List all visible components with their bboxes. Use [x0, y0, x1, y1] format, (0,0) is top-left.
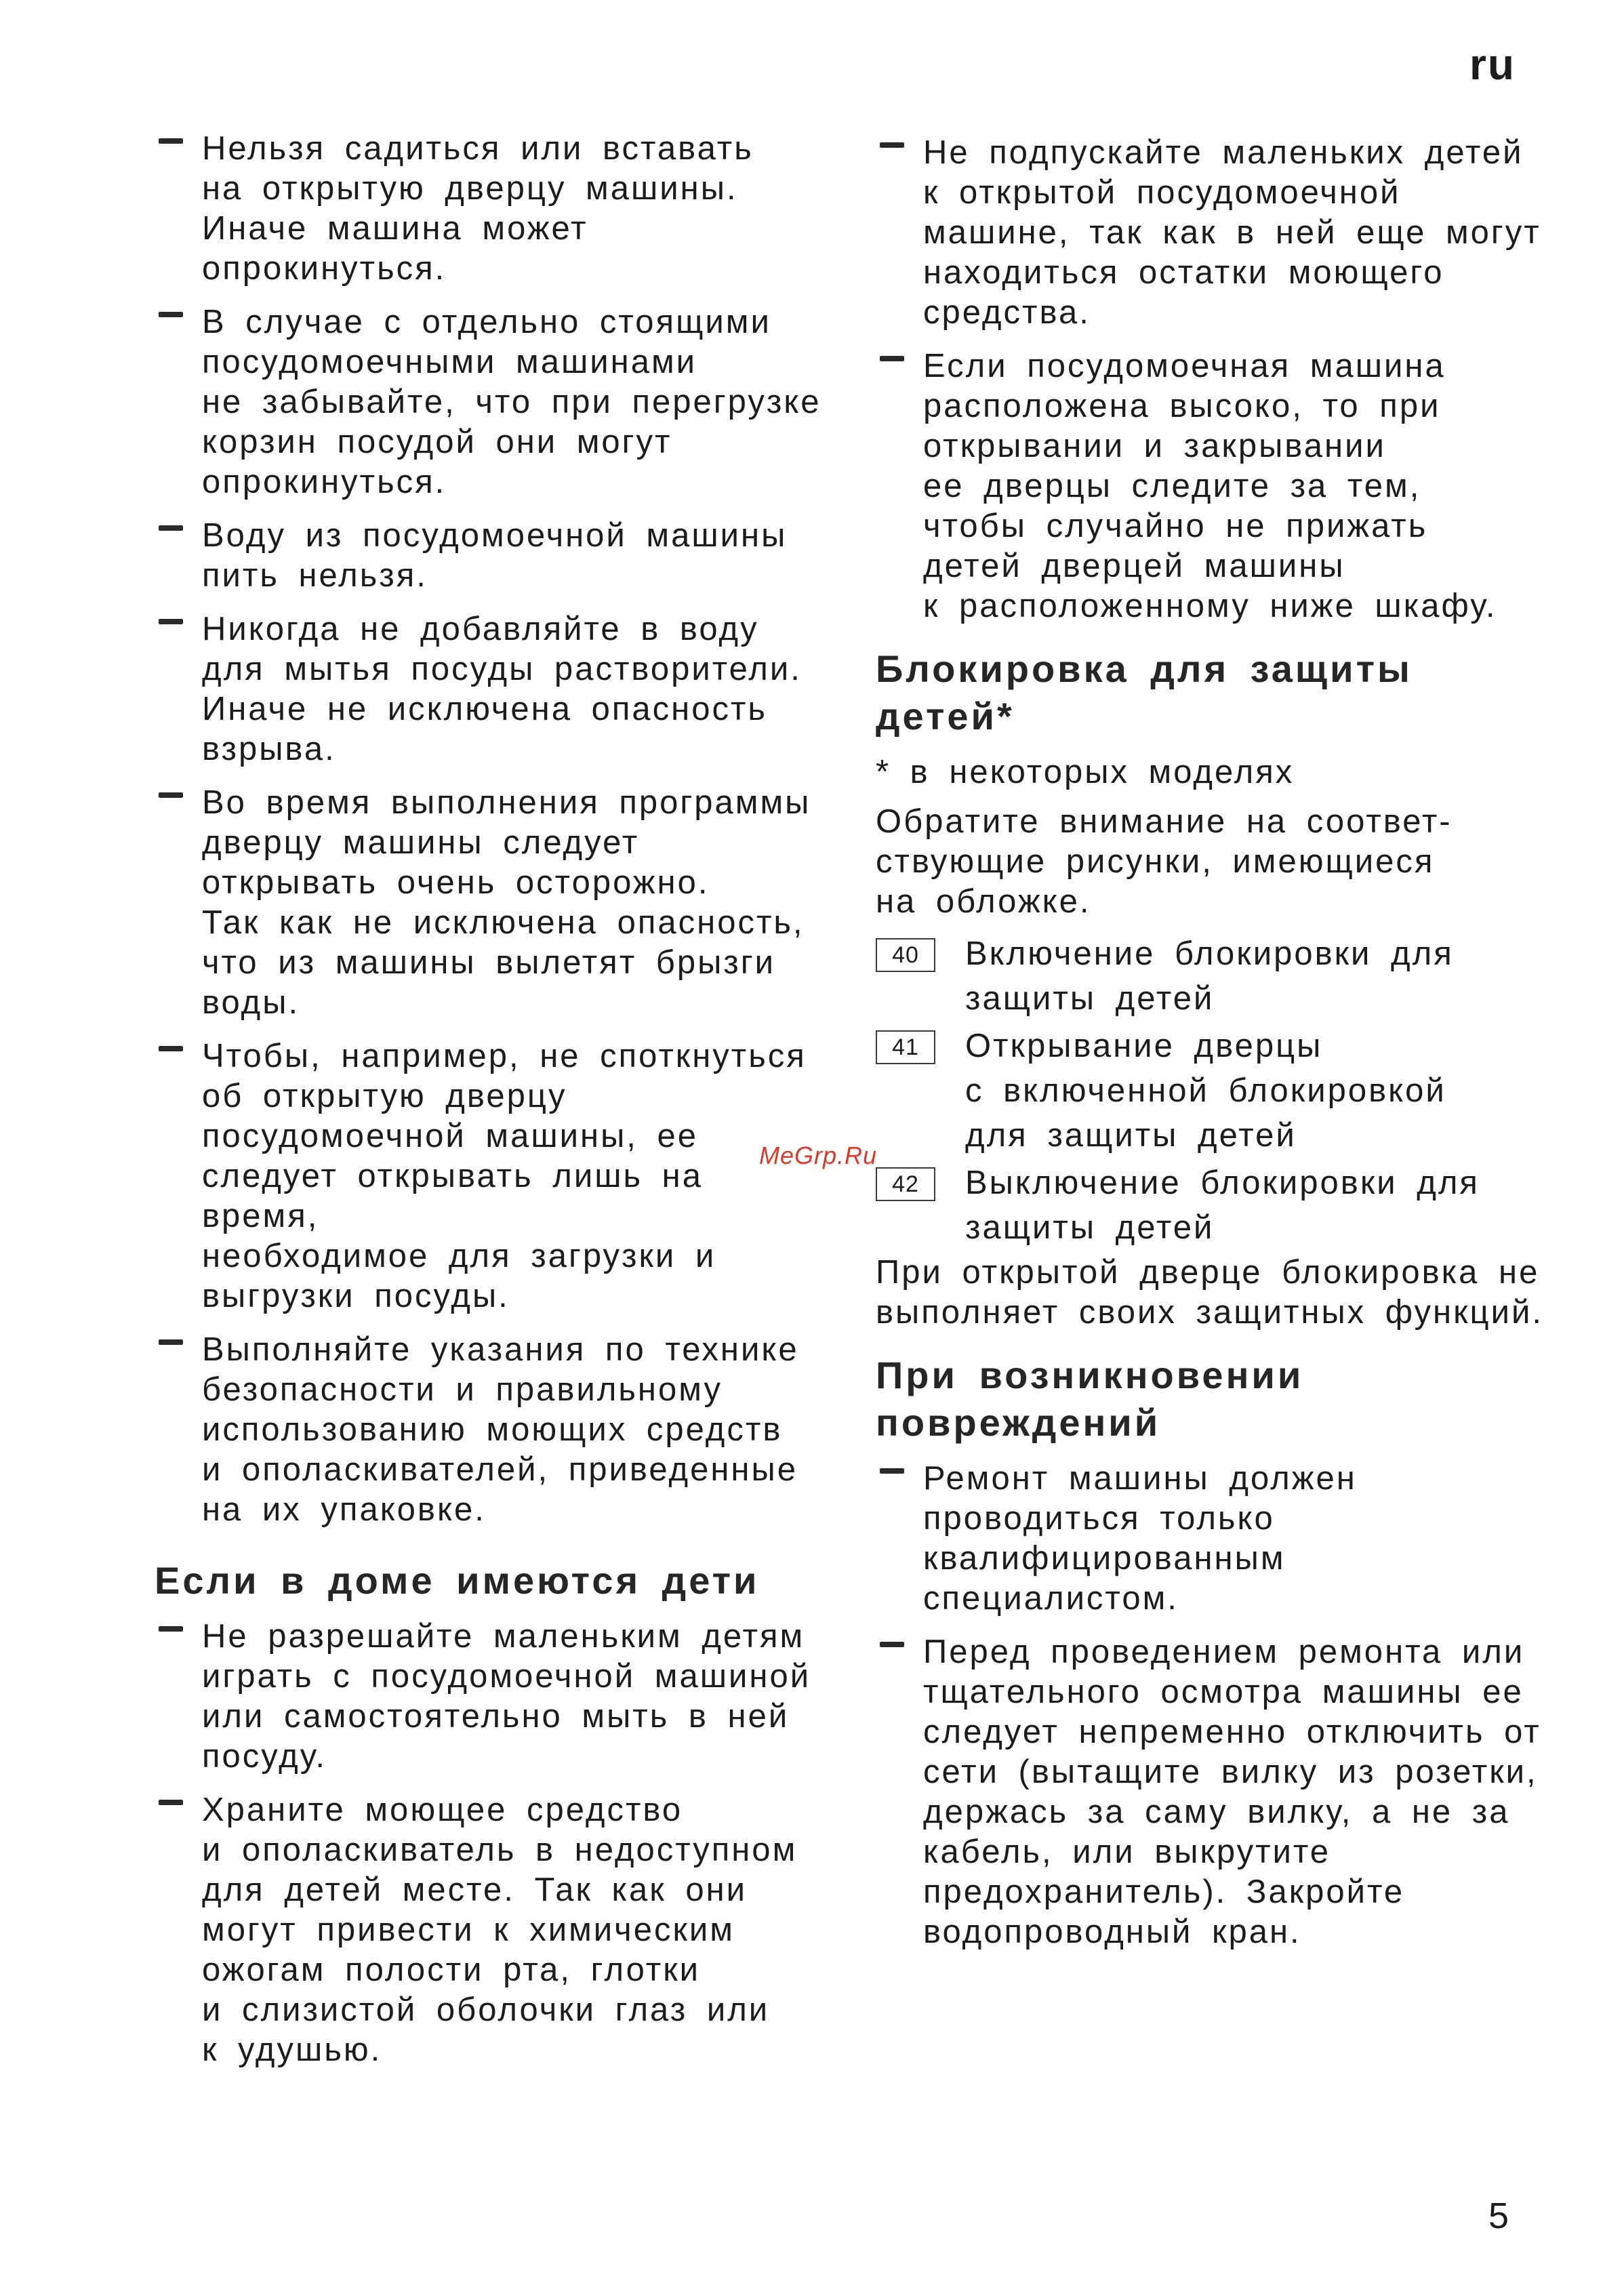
- figure-ref-text: Выключение блокировки для защиты детей: [965, 1165, 1480, 1246]
- list-item: [876, 1632, 1554, 1952]
- page-number: 5: [1488, 2196, 1509, 2236]
- section-heading-child-lock: Блокировка для защиты детей*: [876, 647, 1413, 738]
- list-item: [155, 1790, 832, 2070]
- dash-bullet-icon: [159, 1339, 183, 1345]
- figure-number-box: 40: [876, 938, 935, 972]
- dash-bullet-icon: [880, 1468, 904, 1474]
- list-item: [155, 129, 832, 289]
- list-item-text: Во время выполнения программы дверцу машины следует открывать очень осторожно. Так как не исключена опасность, что из машины вылетят брызги воды.: [202, 784, 811, 1021]
- watermark: MeGrp.Ru: [759, 1142, 878, 1169]
- list-item-text: В случае с отдельно стоящими посудомоечными машинами не забывайте, что при перегрузке корзин посудой они могут опрокинуться.: [202, 304, 821, 500]
- dash-bullet-icon: [880, 1642, 904, 1647]
- section-heading-damage: При возникновении повреждений: [876, 1354, 1304, 1444]
- dash-bullet-icon: [159, 619, 183, 624]
- list-item: [155, 609, 832, 769]
- list-item: [876, 346, 1554, 626]
- figure-number-box: 41: [876, 1030, 935, 1064]
- dash-bullet-icon: [880, 356, 904, 361]
- list-item-text: Перед проведением ремонта или тщательного осмотра машины ее следует непременно отключить от сети (вытащите вилку из розетки, держась за саму вилку, а не за кабель, или выкрутите предохранитель). Закройте водопроводный кран.: [923, 1634, 1541, 1950]
- dash-bullet-icon: [880, 142, 904, 148]
- figure-ref-text: Включение блокировки для защиты детей: [965, 935, 1454, 1017]
- footnote: * в некоторых моделях: [876, 754, 1295, 790]
- dash-bullet-icon: [159, 1046, 183, 1051]
- lock-note: При открытой дверце блокировка не выполняет своих защитных функций.: [876, 1254, 1543, 1331]
- figure-number-box: 42: [876, 1167, 935, 1201]
- list-item: [155, 516, 832, 596]
- language-code: ru: [1469, 40, 1516, 89]
- intro-paragraph: Обратите внимание на соответ- ствующие рисунки, имеющиеся на обложке.: [876, 803, 1453, 920]
- list-item: [155, 783, 832, 1023]
- list-item-text: Не разрешайте маленьким детям играть с посудомоечной машиной или самостоятельно мыть в ней посуду.: [202, 1618, 811, 1775]
- list-item: [155, 302, 832, 502]
- list-item-text: Ремонт машины должен проводиться только квалифицированным специалистом.: [923, 1460, 1357, 1617]
- list-item: [876, 133, 1554, 333]
- figure-ref-item: [876, 931, 1554, 1021]
- list-item: [155, 1330, 832, 1530]
- list-item-text: Никогда не добавляйте в воду для мытья посуды растворители. Иначе не исключена опасность взрыва.: [202, 611, 802, 767]
- list-item-text: Если посудомоечная машина расположена высоко, то при открывании и закрывании ее дверцы следите за тем, чтобы случайно не прижать детей дверцей машины к расположенному ниже шкафу.: [923, 348, 1497, 624]
- dash-bullet-icon: [159, 792, 183, 798]
- figure-ref-item: [876, 1024, 1554, 1158]
- left-column: [155, 129, 832, 2084]
- list-item-text: Выполняйте указания по технике безопасности и правильному использованию моющих средств и ополаскивателей, приведенные на их упаковке.: [202, 1331, 799, 1528]
- list-item: [155, 1617, 832, 1777]
- list-item-text: Нельзя садиться или вставать на открытую дверцу машины. Иначе машина может опрокинуться.: [202, 130, 754, 287]
- dash-bullet-icon: [159, 1800, 183, 1805]
- dash-bullet-icon: [159, 1626, 183, 1632]
- right-column: [876, 133, 1554, 1966]
- list-item: [876, 1459, 1554, 1619]
- dash-bullet-icon: [159, 138, 183, 144]
- list-item-text: Не подпускайте маленьких детей к открытой посудомоечной машине, так как в ней еще могут находиться остатки моющего средства.: [923, 134, 1541, 331]
- list-item: [155, 1036, 832, 1316]
- figure-ref-text: Открывание дверцы с включенной блокировкой для защиты детей: [965, 1028, 1446, 1154]
- list-item-text: Храните моющее средство и ополаскиватель в недоступном для детей месте. Так как они могут привести к химическим ожогам полости рта, глотки и слизистой оболочки глаз или к удушью.: [202, 1792, 798, 2068]
- dash-bullet-icon: [159, 312, 183, 317]
- dash-bullet-icon: [159, 525, 183, 531]
- list-item-text: Чтобы, например, не споткнуться об открытую дверцу посудомоечной машины, ее следует открывать лишь на время, необходимое для загрузки и выгрузки посуды.: [202, 1038, 807, 1314]
- section-heading-children: Если в доме имеются дети: [155, 1559, 760, 1602]
- figure-ref-item: [876, 1160, 1554, 1250]
- list-item-text: Воду из посудомоечной машины пить нельзя.: [202, 517, 788, 594]
